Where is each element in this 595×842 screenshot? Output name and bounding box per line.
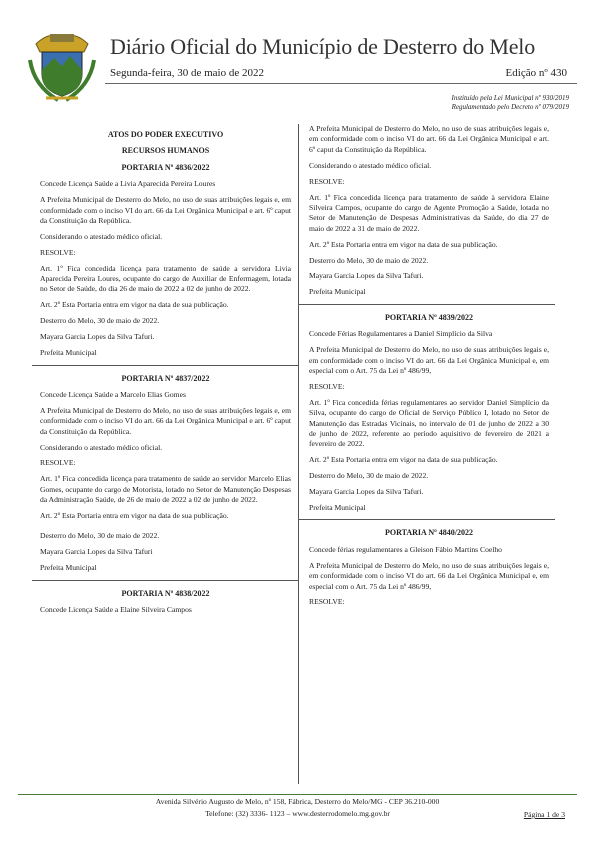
portaria-separator: [299, 519, 555, 520]
portaria-title: PORTARIA Nº 4839/2022: [385, 312, 473, 322]
signer-name: Mayara Garcia Lopes da Silva Tafuri.: [309, 271, 424, 281]
subsection-heading: RECURSOS HUMANOS: [121, 146, 210, 156]
issue-date: Segunda-feira, 30 de maio de 2022: [110, 67, 264, 79]
portaria-place-date: Desterro do Melo, 30 de maio de 2022.: [40, 531, 160, 541]
footer-contact: Telefone: (32) 3336- 1123 – www.desterrodomelo.mg.gov.br: [205, 809, 390, 818]
footer-address: Avenida Silvério Augusto de Melo, nº 158, Fábrica, Desterro do Melo/MG - CEP 36.210-000: [155, 797, 440, 806]
portaria-separator: [299, 304, 555, 305]
signer-role: Prefeita Municipal: [40, 348, 97, 358]
portaria-subject: Concede Licença Saúde a Livia Aparecida Pereira Loures: [40, 179, 216, 189]
section-heading: ATOS DO PODER EXECUTIVO: [107, 130, 224, 139]
portaria-resolve: RESOLVE:: [40, 458, 76, 468]
left-column: [40, 124, 291, 621]
header-divider: [105, 83, 577, 84]
portaria-consider: Considerando o atestado médico oficial.: [40, 231, 163, 241]
portaria-consider: Considerando o atestado médico oficial.: [309, 160, 432, 170]
portaria-place-date: Desterro do Melo, 30 de maio de 2022.: [309, 471, 429, 481]
portaria-title: PORTARIA Nº 4840/2022: [385, 528, 473, 538]
portaria-separator: [32, 365, 299, 366]
portaria-subject: Concede Licença Saúde a Elaine Silveira Campos: [40, 605, 192, 615]
portaria-resolve: RESOLVE:: [309, 381, 345, 391]
signer-name: Mayara Garcia Lopes da Silva Tafuri.: [40, 332, 155, 342]
institution-law: Instituído pela Lei Municipal nº 930/2019: [451, 94, 569, 102]
portaria-intro: A Prefeita Municipal de Desterro do Melo, no uso de suas atribuições legais e, em conformidade com o inciso VI do art. 66 da Lei Orgânica Municipal e, em especial com o Art. 75 da Lei nº 486/99,: [309, 560, 549, 591]
column-divider: [298, 124, 299, 784]
portaria-article-2: Art. 2º Esta Portaria entra em vigor na data de sua publicação.: [309, 239, 498, 249]
portaria-resolve: RESOLVE:: [40, 247, 76, 257]
page-header: [0, 0, 595, 111]
portaria-resolve: RESOLVE:: [309, 176, 345, 186]
newspaper-title: Diário Oficial do Município de Desterro do Melo: [110, 34, 535, 59]
page-number: Página 1 de 3: [523, 810, 565, 819]
portaria-article-2: Art. 2º Esta Portaria entra em vigor na data de sua publicação.: [40, 511, 229, 521]
portaria-subject: Concede férias regulamentares a Gleison Fábio Martins Coelho: [309, 544, 502, 554]
portaria-article-2: Art. 2º Esta Portaria entra em vigor na data de sua publicação.: [40, 300, 229, 310]
municipal-crest-icon: [28, 30, 96, 102]
signer-role: Prefeita Municipal: [40, 563, 97, 573]
portaria-consider: Considerando o atestado médico oficial.: [40, 442, 163, 452]
portaria-subject: Concede Férias Regulamentares a Daniel Simplício da Silva: [309, 329, 493, 339]
portaria-title: PORTARIA Nº 4836/2022: [121, 162, 210, 172]
right-column: [309, 124, 549, 613]
portaria-intro: A Prefeita Municipal de Desterro do Melo, no uso de suas atribuições legais e, em conformidade com o inciso VI do art. 66 da Lei Orgânica Municipal e, em especial com o Art. 75 da Lei nº 486/99,: [309, 345, 549, 375]
portaria-article-1: Art. 1º Fica concedida licença para tratamento de saúde ao servidor Marcelo Elias Gomes, ocupante do cargo de Motorista, lotado no Setor de Manutenção Despesas da Administração Saúde, de 26 de maio de 2022 a 02 de junho de 2022.: [40, 474, 291, 505]
signer-role: Prefeita Municipal: [309, 502, 366, 512]
portaria-article-2: Art. 2º Esta Portaria entra em vigor na data de sua publicação.: [309, 455, 498, 465]
signer-role: Prefeita Municipal: [309, 287, 366, 297]
portaria-article-1: Art. 1º Fica concedida licença para tratamento de saúde à servidora Elaine Silveira Campos, ocupante do cargo de Agente Promoção a Saúde, lotada no Setor de Manutenção de Despesas Administrativas da Saúde, do dia 27 de maio de 2022 a 31 de maio de 2022.: [309, 192, 549, 233]
portaria-place-date: Desterro do Melo, 30 de maio de 2022.: [40, 316, 160, 326]
portaria-article-1: Art. 1º Fica concedida férias regulamentares ao servidor Daniel Simplício da Silva, ocupante do cargo de Oficial de Serviço Público I, lotado no Setor de Manutenção das Estradas Vicinais, no intervalo de 01 de junho de 2022 a 30 de junho de 2022, referente ao período aquisitivo de fevereiro de 2021 a fevereiro de 2022.: [309, 397, 549, 449]
portaria-title: PORTARIA Nº 4837/2022: [121, 373, 210, 383]
signer-name: Mayara Garcia Lopes da Silva Tafuri: [40, 547, 153, 557]
footer-divider: [18, 794, 577, 795]
portaria-intro: A Prefeita Municipal de Desterro do Melo, no uso de suas atribuições legais e, em conformidade com o inciso VI do art. 66 da Lei Orgânica Municipal e art. 6º caput da Constituição da República.: [40, 195, 291, 225]
portaria-separator: [32, 580, 299, 581]
regulation-decree: Regulamentado pelo Decreto nº 079/2019: [451, 103, 569, 111]
portaria-article-1: Art. 1º Fica concedida licença para tratamento de saúde a servidora Livia Aparecida Pereira Loures, ocupante do cargo de Auxiliar de Enfermagem, lotada no Setor de Saúde, do dia 26 de maio de 2022 a 02 de junho de 2022.: [40, 263, 291, 294]
portaria-subject: Concede Licença Saúde a Marcelo Elias Gomes: [40, 389, 186, 399]
portaria-intro: A Prefeita Municipal de Desterro do Melo, no uso de suas atribuições legais e, em conformidade com o inciso VI do art. 66 da Lei Orgânica Municipal e art. 6º caput da Constituição da República.: [40, 405, 291, 436]
signer-name: Mayara Garcia Lopes da Silva Tafuri.: [309, 487, 424, 497]
edition-number: Edição nº 430: [505, 67, 567, 79]
portaria-intro: A Prefeita Municipal de Desterro do Melo, no uso de suas atribuições legais e, em conformidade com o inciso VI do art. 66 da Lei Orgânica Municipal e art. 6º caput da Constituição da República.: [309, 124, 549, 154]
portaria-resolve: RESOLVE:: [309, 597, 345, 607]
portaria-title: PORTARIA Nº 4838/2022: [121, 588, 210, 598]
portaria-place-date: Desterro do Melo, 30 de maio de 2022.: [309, 255, 429, 265]
